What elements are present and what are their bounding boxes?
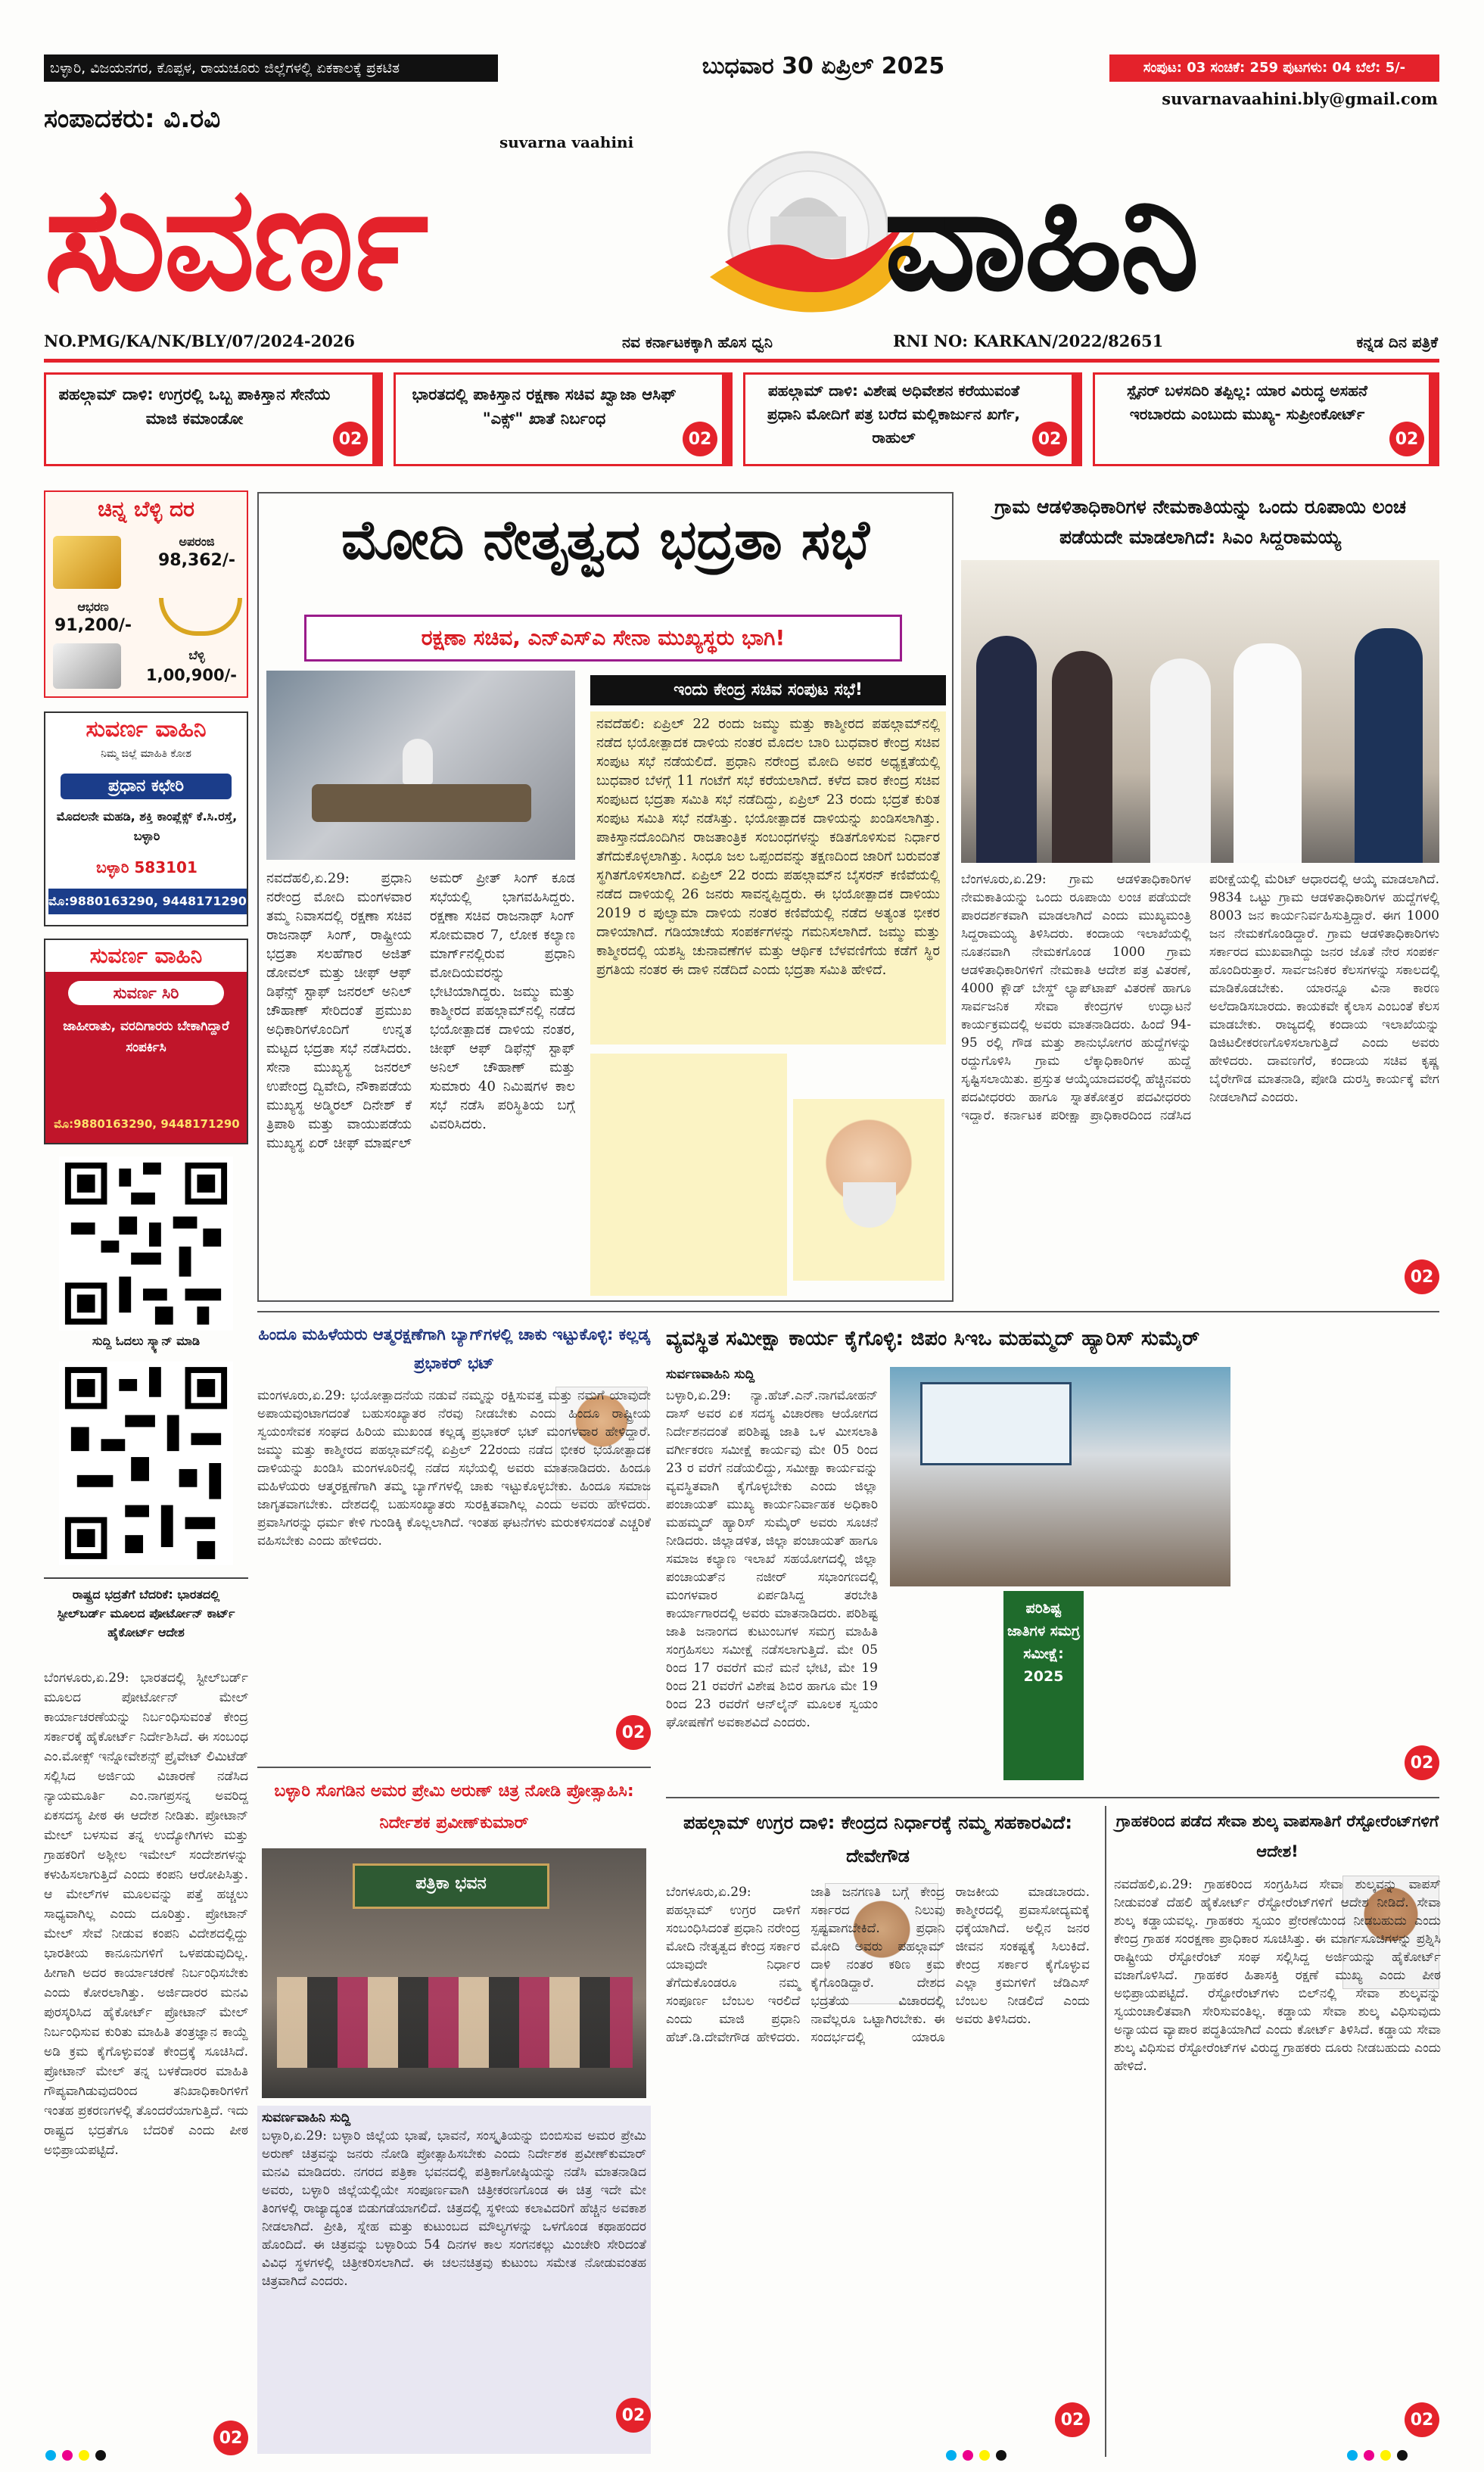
section-rule (257, 1311, 1439, 1312)
modi-beard (843, 1182, 896, 1228)
press-sign: ಪತ್ರಿಕಾ ಭವನ (415, 1874, 487, 1893)
ad1-brand: ಸುವರ್ಣ ವಾಹಿನಿ (86, 716, 207, 743)
districts-banner: ಬಳ್ಳಾರಿ, ವಿಜಯನಗರ, ಕೊಪ್ಪಳ, ರಾಯಚೂರು ಜಿಲ್ಲೆಗಳಲ್ಲಿ ಏಕಕಾಲಕ್ಕೆ ಪ್ರಕಟಿತ (44, 54, 498, 82)
hotel-story (1105, 1806, 1439, 2457)
issue-date: ಬುಧವಾರ 30 ಏಪ್ರಿಲ್ 2025 (702, 53, 945, 79)
lead-kicker: ಇಂದು ಕೇಂದ್ರ ಸಚಿವ ಸಂಪುಟ ಸಭೆ! (590, 675, 946, 705)
cm-body: ಬೆಂಗಳೂರು,ಏ.29: ಗ್ರಾಮ ಆಡಳಿತಾಧಿಕಾರಿಗಳ ನೇಮಕಾತಿಯನ್ನು ಒಂದು ರೂಪಾಯಿ ಲಂಚ ಪಡೆಯದೇ ಪಾರದರ್ಶಕವಾಗಿ ಮಾಡಲಾಗಿದೆ ಎಂದು ಮುಖ್ಯಮಂತ್ರಿ ಸಿದ್ದರಾಮಯ್ಯ ತಿಳಿಸಿದರು. ಕಂದಾಯ ಇಲಾಖೆಯಲ್ಲಿ ನೂತನವಾಗಿ ನೇಮಕಗೊಂಡ 1000 ಗ್ರಾಮ ಆಡಳಿತಾಧಿಕಾರಿಗಳಿಗೆ ನೇಮಕಾತಿ ಆದೇಶ ಪತ್ರ ವಿತರಣೆ, 4000 ಕ್ಲೌಡ್ ಬೇಸ್ಡ್ ಲ್ಯಾಪ್‌ಟಾಪ್ ವಿತರಣೆ ಹಾಗೂ ಸಾರ್ವಜನಿಕ ಸೇವಾ ಕೇಂದ್ರಗಳ ಉದ್ಘಾಟನೆ ಕಾರ್ಯಕ್ರಮದಲ್ಲಿ ಅವರು ಮಾತನಾಡಿದರು. ಹಿಂದೆ 94-95 ರಲ್ಲಿ ಗೌಡ ಮತ್ತು ಶಾನುಭೋಗರ ಹುದ್ದೆಗಳನ್ನು ರದ್ದುಗೊಳಿಸಿ ಗ್ರಾಮ ಲೆಕ್ಕಾಧಿಕಾರಿಗಳ ಹುದ್ದೆ ಸೃಷ್ಟಿಸಲಾಯಿತು. ಪ್ರಸ್ತುತ ಆಯ್ಕೆಯಾದವರಲ್ಲಿ ಹೆಚ್ಚಿನವರು ಪದವೀಧರರು ಹಾಗೂ ಸ್ನಾತಕೋತ್ತರ ಪದವೀಧರರು ಇದ್ದಾರೆ. ಕರ್ನಾಟಕ ಪರೀಕ್ಷಾ ಪ್ರಾಧಿಕಾರದಿಂದ ನಡೆಸಿದ ಪರೀಕ್ಷೆಯಲ್ಲಿ ಮೆರಿಟ್ ಆಧಾರದಲ್ಲಿ ಆಯ್ಕೆ ಮಾಡಲಾಗಿದೆ. 9834 ಒಟ್ಟು ಗ್ರಾಮ ಆಡಳಿತಾಧಿಕಾರಿಗಳ ಹುದ್ದೆಗಳಲ್ಲಿ 8003 ಜನ ಕಾರ್ಯನಿರ್ವಹಿಸುತ್ತಿದ್ದಾರೆ. ಈಗ 1000 ಜನ ನೇಮಕಗೊಂಡಿದ್ದಾರೆ. ಗ್ರಾಮ ಆಡಳಿತಾಧಿಕಾರಿಗಳು ಸರ್ಕಾರದ ಮುಖವಾಗಿದ್ದು ಜನರ ಜೊತೆ ನೇರ ಸಂಪರ್ಕ ಹೊಂದಿರುತ್ತಾರೆ. ಸಾರ್ವಜನಿಕರ ಕೆಲಸಗಳನ್ನು ಸಕಾಲದಲ್ಲಿ ಮಾಡಿಕೊಡಬೇಕು. ಯಾರನ್ನೂ ವಿನಾ ಕಾರಣ ಅಲೆದಾಡಿಸಬಾರದು. ಕಾಯಕವೇ ಕೈಲಾಸ ಎಂಬಂತೆ ಕೆಲಸ ಮಾಡಬೇಕು. ರಾಜ್ಯದಲ್ಲಿ ಕಂದಾಯ ಇಲಾಖೆಯನ್ನು ಡಿಜಿಟಲೀಕರಣಗೊಳಿಸಲಾಗುತ್ತಿದೆ ಎಂದು ಅವರು ಹೇಳಿದರು. ದಾವಣಗೆರೆ, ಕಂದಾಯ ಸಚಿವ ಕೃಷ್ಣ ಬೈರೇಗೌಡ ಮಾತನಾಡಿ, ಪೋಡಿ ದುರಸ್ತಿ ಕಾರ್ಯಕ್ಕೆ ವೇಗ ನೀಡಲಾಗಿದೆ ಎಂದರು. (961, 872, 1439, 1123)
teaser-page-badge: 02 (333, 422, 368, 456)
print-marks-right (1347, 2449, 1453, 2464)
cm-page-badge: 02 (1405, 1259, 1439, 1294)
gold-bar-icon (53, 536, 121, 589)
masthead-right: ವಾಹಿನಿ (884, 156, 1197, 322)
gold-rates-box (44, 490, 248, 698)
deve-headline: ಪಹಲ್ಗಾಮ್ ಉಗ್ರರ ದಾಳಿ: ಕೇಂದ್ರದ ನಿರ್ಧಾರಕ್ಕೆ ನಮ್ಮ ಸಹಕಾರವಿದೆ: ದೇವೇಗೌಡ (683, 1812, 1072, 1866)
ad1-sub: ನಿಮ್ಮ ಜಿಲ್ಲೆ ಮಾಹಿತಿ ಕೋಶ (101, 748, 191, 760)
modi-portrait (793, 1099, 944, 1281)
header-rule (44, 359, 1439, 363)
arun-story (257, 1767, 651, 2455)
survey-box-text: ಪರಿಶಿಷ್ಟ ಜಾತಿಗಳ ಸಮಗ್ರ ಸಮೀಕ್ಷೆ: 2025 (1007, 1600, 1080, 1685)
teaser-page-badge: 02 (1032, 422, 1067, 456)
hotel-headline: ಗ್ರಾಹಕರಿಂದ ಪಡೆದ ಸೇವಾ ಶುಲ್ಕ ವಾಪಸಾತಿಗೆ ರೆಸ್ಟೋರೆಂಟ್‌ಗಳಿಗೆ ಆದೇಶ! (1115, 1812, 1439, 1860)
silver-bar-icon (53, 643, 121, 689)
lead-body-right-cont (590, 1054, 787, 1296)
silver-value: 1,00,900/- (145, 666, 237, 684)
person-1 (976, 636, 1037, 863)
gold24-label: ಅಪರಂಜಿ (179, 534, 215, 549)
reg-number: NO.PMG/KA/NK/BLY/07/2024-2026 (44, 332, 356, 350)
ad1-pin: ಬಳ್ಳಾರಿ 583101 (96, 858, 198, 876)
people-row (277, 1977, 633, 2068)
qr-code-2-icon[interactable] (59, 1361, 233, 1565)
sidebar-story-title: ರಾಷ್ಟ್ರದ ಭದ್ರತೆಗೆ ಬೆದರಿಕೆ: ಭಾರತದಲ್ಲಿ ಸ್ಟೀಲ್‌ಬರ್ಡ್ ಮೂಲದ ಪೋರ್ಟೋನ್ ಕಾರ್ಟ್ ಹೈಕೋರ್ಟ್ ಆದೇಶ (57, 1587, 235, 1639)
teaser-strip (44, 372, 1439, 466)
rates-title: ಚಿನ್ನ ಬೆಳ್ಳಿ ದರ (98, 497, 194, 521)
review-photo (890, 1367, 1230, 1586)
lead-body-left: ನವದೆಹಲಿ,ಏ.29: ಪ್ರಧಾನಿ ನರೇಂದ್ರ ಮೋದಿ ಮಂಗಳವಾರ ತಮ್ಮ ನಿವಾಸದಲ್ಲಿ ರಕ್ಷಣಾ ಸಚಿವ ರಾಜನಾಥ್ ಸಿಂಗ್, ರಾಷ್ಟ್ರೀಯ ಭದ್ರತಾ ಸಲಹೆಗಾರ ಅಜಿತ್ ಡೋವಲ್ ಮತ್ತು ಚೀಫ್ ಆಫ್ ಡಿಫೆನ್ಸ್ ಸ್ಟಾಫ್ ಜನರಲ್ ಅನಿಲ್ ಚೌಹಾಣ್ ಸೇರಿದಂತೆ ಪ್ರಮುಖ ಅಧಿಕಾರಿಗಳೊಂದಿಗೆ ಉನ್ನತ ಮಟ್ಟದ ಭದ್ರತಾ ಸಭೆ ನಡೆಸಿದರು. ಸೇನಾ ಮುಖ್ಯಸ್ಥ ಜನರಲ್ ಉಪೇಂದ್ರ ದ್ವಿವೇದಿ, ನೌಕಾಪಡೆಯ ಮುಖ್ಯಸ್ಥ ಅಡ್ಮಿರಲ್ ದಿನೇಶ್ ಕೆ ತ್ರಿಪಾಠಿ ಮತ್ತು ವಾಯುಪಡೆಯ ಮುಖ್ಯಸ್ಥ ಏರ್ ಚೀಫ್ ಮಾರ್ಷಲ್ ಅಮರ್ ಪ್ರೀತ್ ಸಿಂಗ್ ಕೂಡ ಸಭೆಯಲ್ಲಿ ಭಾಗವಹಿಸಿದ್ದರು. ರಕ್ಷಣಾ ಸಚಿವ ರಾಜನಾಥ್ ಸಿಂಗ್ ಸೋಮವಾರ 7, ಲೋಕ ಕಲ್ಯಾಣ ಮಾರ್ಗ್‌ನಲ್ಲಿರುವ ಪ್ರಧಾನಿ ಮೋದಿಯವರನ್ನು ಭೇಟಿಯಾಗಿದ್ದರು. ಜಮ್ಮು ಮತ್ತು ಕಾಶ್ಮೀರದ ಪಹಲ್ಗಾಮ್‌ನಲ್ಲಿ ನಡೆದ ಭಯೋತ್ಪಾದಕ ದಾಳಿಯ ನಂತರ, ಚೀಫ್ ಆಫ್ ಡಿಫೆನ್ಸ್ ಸ್ಟಾಫ್ ಅನಿಲ್ ಚೌಹಾಣ್ ಮತ್ತು ಸುಮಾರು 40 ನಿಮಿಷಗಳ ಕಾಲ ಸಭೆ ನಡೆಸಿ ಪರಿಸ್ಥಿತಿಯ ಬಗ್ಗೆ ವಿವರಿಸಿದರು. (266, 870, 575, 1151)
hotel-body: ನವದೆಹಲಿ,ಏ.29: ಗ್ರಾಹಕರಿಂದ ಸಂಗ್ರಹಿಸಿದ ಸೇವಾ ಶುಲ್ಕವನ್ನು ವಾಪಸ್ ನೀಡುವಂತೆ ದೆಹಲಿ ಹೈಕೋರ್ಟ್ ರೆಸ್ಟೋರೆಂಟ್‌ಗಳಿಗೆ ಆದೇಶ ನೀಡಿದೆ. ಸೇವಾ ಶುಲ್ಕ ಕಡ್ಡಾಯವಲ್ಲ. ಗ್ರಾಹಕರು ಸ್ವಯಂ ಪ್ರೇರಣೆಯಿಂದ ನೀಡಬಹುದು ಎಂದು ಕೇಂದ್ರ ಗ್ರಾಹಕ ಸಂರಕ್ಷಣಾ ಪ್ರಾಧಿಕಾರ ಸೂಚಿಸಿತ್ತು. ಈ ಮಾರ್ಗಸೂಚಿಗಳನ್ನು ಪ್ರಶ್ನಿಸಿ ರಾಷ್ಟ್ರೀಯ ರೆಸ್ಟೋರೆಂಟ್ ಸಂಘ ಸಲ್ಲಿಸಿದ್ದ ಅರ್ಜಿಯನ್ನು ಹೈಕೋರ್ಟ್ ವಜಾಗೊಳಿಸಿದೆ. ಗ್ರಾಹಕರ ಹಿತಾಸಕ್ತಿ ರಕ್ಷಣೆ ಮುಖ್ಯ ಎಂದು ಪೀಠ ಅಭಿಪ್ರಾಯಪಟ್ಟಿದೆ. ರೆಸ್ಟೋರೆಂಟ್‌ಗಳು ಬಿಲ್‌ನಲ್ಲಿ ಸೇವಾ ಶುಲ್ಕವನ್ನು ಸ್ವಯಂಚಾಲಿತವಾಗಿ ಸೇರಿಸುವಂತಿಲ್ಲ. ಕಡ್ಡಾಯ ಸೇವಾ ಶುಲ್ಕ ವಿಧಿಸುವುದು ಅನ್ಯಾಯದ ವ್ಯಾಪಾರ ಪದ್ಧತಿಯಾಗಿದೆ ಎಂದು ಕೋರ್ಟ್ ತಿಳಿಸಿದೆ. ಕಡ್ಡಾಯ ಸೇವಾ ಶುಲ್ಕ ವಿಧಿಸುವ ರೆಸ್ಟೋರೆಂಟ್‌ಗಳ ವಿರುದ್ಧ ಗ್ರಾಹಕರು ದೂರು ನೀಡಬಹುದು ಎಂದು ಹೇಳಿದೆ. (1114, 1877, 1441, 2074)
header-bar (44, 54, 1439, 82)
arun-byline: ಸುವರ್ಣವಾಹಿನಿ ಸುದ್ದಿ (262, 2110, 351, 2125)
cm-photo (961, 560, 1439, 863)
hindu-body: ಮಂಗಳೂರು,ಏ.29: ಭಯೋತ್ಪಾದನೆಯ ನಡುವೆ ನಮ್ಮನ್ನು ರಕ್ಷಿಸುವತ್ತ ಮತ್ತು ನಮಗೆ ಯಾವುದೇ ಅಪಾಯವುಂಟಾಗದಂತೆ ಬಹುಸಂಖ್ಯಾತರ ನೆರವು ನೀಡಬೇಕು ಎಂದು ಹಿಂದೂ ರಾಷ್ಟ್ರೀಯ ಸ್ವಯಂಸೇವಕ ಸಂಘದ ಹಿರಿಯ ಮುಖಂಡ ಕಲ್ಲಡ್ಕ ಪ್ರಭಾಕರ್ ಭಟ್ ಮಂಗಳವಾರ ಹೇಳಿದ್ದಾರೆ. ಜಮ್ಮು ಮತ್ತು ಕಾಶ್ಮೀರದ ಪಹಲ್ಗಾಮ್‌ನಲ್ಲಿ ಏಪ್ರಿಲ್ 22ರಂದು ನಡೆದ ಭೀಕರ ಭಯೋತ್ಪಾದಕ ದಾಳಿಯನ್ನು ಖಂಡಿಸಿ ಮಂಗಳೂರಿನಲ್ಲಿ ನಡೆದ ಸಭೆಯಲ್ಲಿ ಅವರು ಮಾತನಾಡಿದರು. ಹಿಂದೂ ಮಹಿಳೆಯರು ಆತ್ಮರಕ್ಷಣೆಗಾಗಿ ತಮ್ಮ ಬ್ಯಾಗ್‌ಗಳಲ್ಲಿ ಚಾಕು ಇಟ್ಟುಕೊಳ್ಳಬೇಕು. ಹಿಂದೂ ಸಮಾಜ ಜಾಗೃತವಾಗಬೇಕು. ದೇಶದಲ್ಲಿ ಬಹುಸಂಖ್ಯಾತರು ಸುರಕ್ಷಿತವಾಗಿಲ್ಲ ಎಂದು ಅವರು ಹೇಳಿದರು. ಪ್ರವಾಸಿಗರನ್ನು ಧರ್ಮ ಕೇಳಿ ಗುಂಡಿಕ್ಕಿ ಕೊಲ್ಲಲಾಗಿದೆ. ಇಂತಹ ಘಟನೆಗಳು ಮರುಕಳಿಸದಂತೆ ಎಚ್ಚರಿಕೆ ವಹಿಸಬೇಕು ಎಂದು ಹೇಳಿದರು. (257, 1388, 651, 1549)
gold22-value: 91,200/- (54, 616, 132, 635)
review-body-4 (1243, 1367, 1439, 1780)
review-story (666, 1320, 1439, 1789)
teaser-1[interactable] (44, 372, 383, 466)
deve-body: ಬೆಂಗಳೂರು,ಏ.29: ಪಹಲ್ಗಾಮ್ ಉಗ್ರರ ದಾಳಿಗೆ ಸಂಬಂಧಿಸಿದಂತೆ ಪ್ರಧಾನಿ ನರೇಂದ್ರ ಮೋದಿ ನೇತೃತ್ವದ ಕೇಂದ್ರ ಸರ್ಕಾರ ಯಾವುದೇ ನಿರ್ಧಾರ ತೆಗೆದುಕೊಂಡರೂ ನಮ್ಮ ಸಂಪೂರ್ಣ ಬೆಂಬಲ ಇರಲಿದೆ ಎಂದು ಮಾಜಿ ಪ್ರಧಾನಿ ಹೆಚ್.ಡಿ.ದೇವೇಗೌಡ ಹೇಳಿದರು. ಜಾತಿ ಜನಗಣತಿ ಬಗ್ಗೆ ಕೇಂದ್ರ ಸರ್ಕಾರದ ನಿಲುವು ಸ್ಪಷ್ಟವಾಗಬೇಕಿದೆ. ಪ್ರಧಾನಿ ಮೋದಿ ಅವರು ಪಹಲ್ಗಾಮ್ ದಾಳಿ ನಂತರ ಕಠಿಣ ಕ್ರಮ ಕೈಗೊಂಡಿದ್ದಾರೆ. ದೇಶದ ಭದ್ರತೆಯ ವಿಚಾರದಲ್ಲಿ ನಾವೆಲ್ಲರೂ ಒಟ್ಟಾಗಿರಬೇಕು. ಈ ಸಂದರ್ಭದಲ್ಲಿ ಯಾರೂ ರಾಜಕೀಯ ಮಾಡಬಾರದು. ಕಾಶ್ಮೀರದಲ್ಲಿ ಪ್ರವಾಸೋದ್ಯಮಕ್ಕೆ ಧಕ್ಕೆಯಾಗಿದೆ. ಅಲ್ಲಿನ ಜನರ ಜೀವನ ಸಂಕಷ್ಟಕ್ಕೆ ಸಿಲುಕಿದೆ. ಕೇಂದ್ರ ಸರ್ಕಾರ ಕೈಗೊಳ್ಳುವ ಎಲ್ಲಾ ಕ್ರಮಗಳಿಗೆ ಜೆಡಿಎಸ್ ಬೆಂಬಲ ನೀಡಲಿದೆ ಎಂದು ಅವರು ತಿಳಿಸಿದರು. (666, 1885, 1090, 2045)
review-body-3 (1091, 1594, 1230, 1780)
arun-headline: ಬಳ್ಳಾರಿ ಸೊಗಡಿನ ಅಮರ ಪ್ರೇಮಿ ಅರುಣ್ ಚಿತ್ರ ನೋಡಿ ಪ್ರೋತ್ಸಾಹಿಸಿ: ನಿರ್ದೇಶಕ ಪ್ರವೀಣ್‌ಕುಮಾರ್ (274, 1782, 634, 1832)
survey-box (1003, 1591, 1084, 1780)
sidebar-rule (44, 1577, 248, 1579)
hindu-page-badge: 02 (616, 1715, 651, 1750)
arun-body: ಬಳ್ಳಾರಿ,ಏ.29: ಬಳ್ಳಾರಿ ಜಿಲ್ಲೆಯ ಭಾಷೆ, ಭಾವನೆ, ಸಂಸ್ಕೃತಿಯನ್ನು ಬಿಂಬಿಸುವ ಅಮರ ಪ್ರೇಮಿ ಅರುಣ್ ಚಿತ್ರವನ್ನು ಜನರು ನೋಡಿ ಪ್ರೋತ್ಸಾಹಿಸಬೇಕು ಎಂದು ನಿರ್ದೇಶಕ ಪ್ರವೀಣ್‌ಕುಮಾರ್ ಮನವಿ ಮಾಡಿದರು. ನಗರದ ಪತ್ರಿಕಾ ಭವನದಲ್ಲಿ ಪತ್ರಿಕಾಗೋಷ್ಠಿಯನ್ನು ನಡೆಸಿ ಮಾತನಾಡಿದ ಅವರು, ಬಳ್ಳಾರಿ ಜಿಲ್ಲೆಯಲ್ಲಿಯೇ ಸಂಪೂರ್ಣವಾಗಿ ಚಿತ್ರೀಕರಣಗೊಂಡ ಈ ಚಿತ್ರ ಇದೇ ಮೇ ತಿಂಗಳಲ್ಲಿ ರಾಜ್ಯಾದ್ಯಂತ ಬಿಡುಗಡೆಯಾಗಲಿದೆ. ಚಿತ್ರದಲ್ಲಿ ಸ್ಥಳೀಯ ಕಲಾವಿದರಿಗೆ ಹೆಚ್ಚಿನ ಅವಕಾಶ ನೀಡಲಾಗಿದೆ. ಪ್ರೀತಿ, ಸ್ನೇಹ ಮತ್ತು ಕುಟುಂಬದ ಮೌಲ್ಯಗಳನ್ನು ಒಳಗೊಂಡ ಕಥಾಹಂದರ ಹೊಂದಿದೆ. ಈ ಚಿತ್ರವನ್ನು ಬಳ್ಳಾರಿಯ 54 ದಿನಗಳ ಕಾಲ ಸಂಗನಕಲ್ಲು ಮಿಂಚೇರಿ ಸೇರಿದಂತೆ ವಿವಿಧ ಸ್ಥಳಗಳಲ್ಲಿ ಚಿತ್ರೀಕರಿಸಲಾಗಿದೆ. ಈ ಚಲನಚಿತ್ರವು ಕುಟುಂಬ ಸಮೇತ ನೋಡುವಂತಹ ಚಿತ್ರವಾಗಿದೆ ಎಂದರು. (262, 2128, 646, 2289)
review-body: ಬಳ್ಳಾರಿ,ಏ.29: ನ್ಯಾ.ಹೆಚ್.ಎನ್.ನಾಗಮೋಹನ್ ದಾಸ್ ಅವರ ಏಕ ಸದಸ್ಯ ವಿಚಾರಣಾ ಆಯೋಗದ ನಿರ್ದೇಶನದಂತೆ ಪರಿಶಿಷ್ಟ ಜಾತಿ ಒಳ ಮೀಸಲಾತಿ ವರ್ಗೀಕರಣ ಸಮೀಕ್ಷೆ ಕಾರ್ಯವು ಮೇ 05 ರಿಂದ 23 ರ ವರೆಗೆ ನಡೆಯಲಿದ್ದು, ಸಮೀಕ್ಷಾ ಕಾರ್ಯವನ್ನು ವ್ಯವಸ್ಥಿತವಾಗಿ ಕೈಗೊಳ್ಳಬೇಕು ಎಂದು ಜಿಲ್ಲಾ ಪಂಚಾಯತ್ ಮುಖ್ಯ ಕಾರ್ಯನಿರ್ವಾಹಕ ಅಧಿಕಾರಿ ಮಹಮ್ಮದ್ ಹ್ಯಾರಿಸ್ ಸುಮೈರ್ ಅವರು ಸೂಚನೆ ನೀಡಿದರು. ಜಿಲ್ಲಾಡಳಿತ, ಜಿಲ್ಲಾ ಪಂಚಾಯತ್ ಹಾಗೂ ಸಮಾಜ ಕಲ್ಯಾಣ ಇಲಾಖೆ ಸಹಯೋಗದಲ್ಲಿ ಜಿಲ್ಲಾ ಪಂಚಾಯತ್‌ನ ನಜೀರ್ ಸಭಾಂಗಣದಲ್ಲಿ ಮಂಗಳವಾರ ಏರ್ಪಡಿಸಿದ್ದ ತರಬೇತಿ ಕಾರ್ಯಾಗಾರದಲ್ಲಿ ಅವರು ಮಾತನಾಡಿದರು. ಪರಿಶಿಷ್ಟ ಜಾತಿ ಜನಾಂಗದ ಕುಟುಂಬಗಳ ಸಮಗ್ರ ಮಾಹಿತಿ ಸಂಗ್ರಹಿಸಲು ಸಮೀಕ್ಷೆ ನಡೆಸಲಾಗುತ್ತಿದೆ. ಮೇ 05 ರಿಂದ 17 ರವರೆಗೆ ಮನೆ ಮನೆ ಭೇಟಿ, ಮೇ 19 ರಿಂದ 21 ರವರೆಗೆ ವಿಶೇಷ ಶಿಬಿರ ಹಾಗೂ ಮೇ 19 ರಿಂದ 23 ರವರೆಗೆ ಆನ್‌ಲೈನ್ ಮೂಲಕ ಸ್ವಯಂ ಘೋಷಣೆಗೆ ಅವಕಾಶವಿದೆ ಎಂದರು. (666, 1388, 878, 1730)
arun-photo (262, 1848, 646, 2098)
brand-small: suvarna vaahini (499, 133, 634, 151)
lead-subhead: ರಕ್ಷಣಾ ಸಚಿವ, ಎನ್‌ಎಸ್‌ಎ ಸೇನಾ ಮುಖ್ಯಸ್ಥರು ಭಾಗಿ! (304, 615, 902, 662)
office-ad (44, 711, 248, 926)
contact-email[interactable]: suvarnavaahini.bly@gmail.com (1162, 89, 1438, 108)
teaser-text: ಪಹಲ್ಗಾಮ್ ದಾಳಿ: ವಿಶೇಷ ಅಧಿವೇಶನ ಕರೆಯುವಂತೆ ಪ್ರಧಾನಿ ಮೋದಿಗೆ ಪತ್ರ ಬರೆದ ಮಲ್ಲಿಕಾರ್ಜುನ ಖರ್ಗೆ, ರಾಹುಲ್ (767, 381, 1021, 447)
masthead (44, 148, 1439, 330)
qr-caption: ಸುದ್ದಿ ಓದಲು ಸ್ಕ್ಯಾನ್ ಮಾಡಿ (92, 1334, 201, 1348)
lead-photo (266, 671, 575, 860)
teaser-text: ಪಹಲ್ಗಾಮ್ ದಾಳಿ: ಉಗ್ರರಲ್ಲಿ ಒಬ್ಬ ಪಾಕಿಸ್ತಾನ ಸೇನೆಯ ಮಾಜಿ ಕಮಾಂಡೋ (58, 385, 331, 428)
review-body-2 (890, 1594, 996, 1780)
person-2 (1052, 651, 1112, 863)
qr-code-icon[interactable] (59, 1157, 233, 1331)
ad1-address: ಮೊದಲನೇ ಮಹಡಿ, ಶಕ್ತಿ ಕಾಂಪ್ಲೆಕ್ಸ್ ಕೆ.ಸಿ.ರಸ್ತೆ, ಬಳ್ಳಾರಿ (56, 809, 238, 843)
review-headline: ವ್ಯವಸ್ಥಿತ ಸಮೀಕ್ಷಾ ಕಾರ್ಯ ಕೈಗೊಳ್ಳಿ: ಜಿಪಂ ಸಿಇಒ ಮಹಮ್ಮದ್ ಹ್ಯಾರಿಸ್ ಸುಮೈರ್ (666, 1327, 1200, 1350)
ad2-text: ಜಾಹೀರಾತು, ವರದಿಗಾರರು ಬೇಕಾಗಿದ್ದಾರೆ ಸಂಪರ್ಕಿಸಿ (63, 1019, 229, 1055)
person-3 (1150, 658, 1211, 863)
teaser-text: ಸ್ಪೈನರ್ ಬಳಸದಿರಿ ತಪ್ಪಿಲ್ಲ: ಯಾರ ವಿರುದ್ಧ ಅಸಹನೆ ಇರಬಾರದು ಎಂಬುದು ಮುಖ್ಯ- ಸುಪ್ರೀಂಕೋರ್ಟ್ (1127, 381, 1367, 423)
cm-headline: ಗ್ರಾಮ ಆಡಳಿತಾಧಿಕಾರಿಗಳ ನೇಮಕಾತಿಯನ್ನು ಒಂದು ರೂಪಾಯಿ ಲಂಚ ಪಡೆಯದೇ ಮಾಡಲಾಗಿದೆ: ಸಿಎಂ ಸಿದ್ದರಾಮಯ್ಯ (994, 496, 1406, 548)
review-byline: ಸುರ್ವಣವಾಹಿನಿ ಸುದ್ದಿ (666, 1367, 755, 1382)
sidebar-page-badge: 02 (213, 2421, 248, 2455)
issue-info: ಸಂಪುಟ: 03 ಸಂಚಿಕೆ: 259 ಪುಟಗಳು: 04 ಬೆಲೆ: 5/- (1109, 54, 1439, 82)
teaser-4[interactable] (1093, 372, 1439, 466)
sidebar-story-body: ಬೆಂಗಳೂರು,ಏ.29: ಭಾರತದಲ್ಲಿ ಸ್ಟೀಲ್‌ಬರ್ಡ್ ಮೂಲದ ಪೋರ್ಟೋನ್ ಮೇಲ್ ಕಾರ್ಯಾಚರಣೆಯನ್ನು ನಿರ್ಬಂಧಿಸುವಂತೆ ಕೇಂದ್ರ ಸರ್ಕಾರಕ್ಕೆ ಹೈಕೋರ್ಟ್ ನಿರ್ದೇಶಿಸಿದೆ. ಈ ಸಂಬಂಧ ಎಂ.ಮೋಕ್ಸ್ ಇನ್ನೋವೇಶನ್ಸ್ ಪ್ರೈವೇಟ್ ಲಿಮಿಟೆಡ್ ಸಲ್ಲಿಸಿದ ಅರ್ಜಿಯ ವಿಚಾರಣೆ ನಡೆಸಿದ ನ್ಯಾಯಮೂರ್ತಿ ಎಂ.ನಾಗಪ್ರಸನ್ನ ಅವರಿದ್ದ ಏಕಸದಸ್ಯ ಪೀಠ ಈ ಆದೇಶ ನೀಡಿತು. ಪ್ರೋಟಾನ್ ಮೇಲ್ ಬಳಸುವ ತನ್ನ ಉದ್ಯೋಗಿಗಳು ಮತ್ತು ಗ್ರಾಹಕರಿಗೆ ಅಶ್ಲೀಲ ಇಮೇಲ್ ಸಂದೇಶಗಳನ್ನು ಕಳುಹಿಸಲಾಗುತ್ತಿದೆ ಎಂದು ಕಂಪನಿ ಆರೋಪಿಸಿತ್ತು. ಆ ಮೇಲ್‌ಗಳ ಮೂಲವನ್ನು ಪತ್ತೆ ಹಚ್ಚಲು ಸಾಧ್ಯವಾಗಿಲ್ಲ ಎಂದು ದೂರಿತ್ತು. ಪ್ರೋಟಾನ್ ಮೇಲ್ ಸೇವೆ ನೀಡುವ ಕಂಪನಿ ವಿದೇಶದಲ್ಲಿದ್ದು ಭಾರತೀಯ ಕಾನೂನುಗಳಿಗೆ ಒಳಪಡುವುದಿಲ್ಲ. ಹೀಗಾಗಿ ಅದರ ಕಾರ್ಯಾಚರಣೆ ನಿರ್ಬಂಧಿಸಬೇಕು ಎಂದು ಕೋರಲಾಗಿತ್ತು. ಅರ್ಜಿದಾರರ ಮನವಿ ಪುರಸ್ಕರಿಸಿದ ಹೈಕೋರ್ಟ್ ಪ್ರೋಟಾನ್ ಮೇಲ್ ನಿರ್ಬಂಧಿಸುವ ಕುರಿತು ಮಾಹಿತಿ ತಂತ್ರಜ್ಞಾನ ಕಾಯ್ದೆ ಅಡಿ ಕ್ರಮ ಕೈಗೊಳ್ಳುವಂತೆ ಕೇಂದ್ರಕ್ಕೆ ಸೂಚಿಸಿದೆ. ಪ್ರೋಟಾನ್ ಮೇಲ್ ತನ್ನ ಬಳಕೆದಾರರ ಮಾಹಿತಿ ಗೌಪ್ಯವಾಗಿಡುವುದರಿಂದ ತನಿಖಾಧಿಕಾರಿಗಳಿಗೆ ಇಂತಹ ಪ್ರಕರಣಗಳಲ್ಲಿ ತೊಂದರೆಯಾಗುತ್ತಿದೆ. ಇದು ರಾಷ್ಟ್ರದ ಭದ್ರತೆಗೂ ಬೆದರಿಕೆ ಎಂದು ಪೀಠ ಅಭಿಪ್ರಾಯಪಟ್ಟಿದೆ. (44, 1670, 248, 2158)
ad2-brand: ಸುವರ್ಣ ವಾಹಿನಿ (45, 940, 247, 972)
person-figure (403, 739, 433, 784)
lead-story (257, 492, 954, 1302)
review-page-badge: 02 (1405, 1745, 1439, 1780)
hotel-page-badge: 02 (1405, 2402, 1439, 2437)
hindu-headline: ಹಿಂದೂ ಮಹಿಳೆಯರು ಆತ್ಮರಕ್ಷಣೆಗಾಗಿ ಬ್ಯಾಗ್‌ಗಳಲ್ಲಿ ಚಾಕು ಇಟ್ಟುಕೊಳ್ಳಿ: ಕಲ್ಲಡ್ಕ ಪ್ರಭಾಕರ್ ಭಟ್ (258, 1325, 650, 1372)
ad1-phone[interactable]: ಮೊ:9880163290, 9448171290 (48, 889, 247, 914)
arun-text-block (257, 2106, 651, 2454)
masthead-left: ಸುವರ್ಣ (44, 156, 426, 322)
necklace-icon (159, 598, 242, 636)
recruit-ad (44, 939, 248, 1144)
lead-headline: ಮೋದಿ ನೇತೃತ್ವದ ಭದ್ರತಾ ಸಭೆ (341, 508, 870, 571)
paper-type: ಕನ್ನಡ ದಿನ ಪತ್ರಿಕೆ (1356, 333, 1438, 351)
screen (920, 1382, 1072, 1465)
teaser-3[interactable] (743, 372, 1082, 466)
print-marks-left (45, 2449, 197, 2464)
teaser-text: ಭಾರತದಲ್ಲಿ ಪಾಕಿಸ್ತಾನ ರಕ್ಷಣಾ ಸಚಿವ ಖ್ವಾಜಾ ಆಸಿಫ್ "ಎಕ್ಸ್" ಖಾತೆ ನಿರ್ಬಂಧ (412, 385, 677, 428)
gold24-value: 98,362/- (157, 551, 236, 570)
ad2-head: ಸುವರ್ಣ ಸಿರಿ (68, 981, 224, 1005)
tagline: ನವ ಕರ್ನಾಟಕಕ್ಕಾಗಿ ಹೊಸ ಧ್ವನಿ (622, 333, 773, 351)
deve-story (666, 1806, 1090, 2457)
arun-page-badge: 02 (616, 2398, 651, 2433)
ad1-head: ಪ್ರಧಾನ ಕಛೇರಿ (61, 774, 232, 799)
teaser-page-badge: 02 (683, 422, 717, 456)
lead-body-right: ನವದೆಹಲಿ: ಏಪ್ರಿಲ್ 22 ರಂದು ಜಮ್ಮು ಮತ್ತು ಕಾಶ್ಮೀರದ ಪಹಲ್ಗಾಮ್‌ನಲ್ಲಿ ನಡೆದ ಭಯೋತ್ಪಾದಕ ದಾಳಿಯ ನಂತರ ಮೊದಲ ಬಾರಿ ಬುಧವಾರ ಕೇಂದ್ರ ಸಚಿವ ಸಂಪುಟ ಸಭೆ ನಡೆಯಲಿದೆ. ಪ್ರಧಾನಿ ನರೇಂದ್ರ ಮೋದಿ ಅವರ ಅಧ್ಯಕ್ಷತೆಯಲ್ಲಿ ಬುಧವಾರ ಬೆಳಗ್ಗೆ 11 ಗಂಟೆಗೆ ಸಭೆ ಕರೆಯಲಾಗಿದೆ. ಕಳೆದ ವಾರ ಕೇಂದ್ರ ಸಚಿವ ಸಂಪುಟದ ಭದ್ರತಾ ಸಮಿತಿ ಸಭೆ ನಡೆದಿದ್ದು, ಏಪ್ರಿಲ್ 23 ರಂದು ಭದ್ರತೆ ಕುರಿತ ಸಂಪುಟ ಸಮಿತಿ ಸಭೆ ನಡೆಸಿತ್ತು. ಭಯೋತ್ಪಾದಕ ದಾಳಿಯನ್ನು ಖಂಡಿಸಲಾಗಿತ್ತು. ಪಾಕಿಸ್ತಾನದೊಂದಿಗಿನ ರಾಜತಾಂತ್ರಿಕ ಸಂಬಂಧಗಳನ್ನು ಕಡಿತಗೊಳಿಸುವ ನಿರ್ಧಾರ ತೆಗೆದುಕೊಳ್ಳಲಾಗಿತ್ತು. ಸಿಂಧೂ ಜಲ ಒಪ್ಪಂದವನ್ನು ತಕ್ಷಣದಿಂದ ಜಾರಿಗೆ ಬರುವಂತೆ ಸ್ಥಗಿತಗೊಳಿಸಲಾಗಿದೆ. ಏಪ್ರಿಲ್ 22 ರಂದು ಪಹಲ್ಗಾಮ್‌ನ ಬೈಸರನ್ ಕಣಿವೆಯಲ್ಲಿ ನಡೆದ ದಾಳಿಯಲ್ಲಿ 26 ಜನರು ಸಾವನ್ನಪ್ಪಿದ್ದರು. ಈ ಭಯೋತ್ಪಾದಕ ದಾಳಿಯು 2019 ರ ಪುಲ್ವಾಮಾ ದಾಳಿಯ ನಂತರ ಕಣಿವೆಯಲ್ಲಿ ನಡೆದ ಅತ್ಯಂತ ಭೀಕರ ದಾಳಿಯಾಗಿದೆ. ಗಡಿಯಾಚೆಯ ಸಂಪರ್ಕಗಳನ್ನು ಗಮನಿಸಲಾಗಿದೆ. ಜಮ್ಮು ಮತ್ತು ಕಾಶ್ಮೀರದಲ್ಲಿ ಯಶಸ್ವಿ ಚುನಾವಣೆಗಳ ಮತ್ತು ಆರ್ಥಿಕ ಬೆಳವಣಿಗೆಯ ಕಡೆಗೆ ಸ್ಥಿರ ಪ್ರಗತಿಯ ನಂತರ ಈ ದಾಳಿ ನಡೆದಿದೆ ಎಂದು ಭದ್ರತಾ ಸಮಿತಿ ಹೇಳಿದೆ. (590, 711, 946, 1045)
silver-label: ಬೆಳ್ಳಿ (188, 648, 205, 662)
rni-number: RNI NO: KARKAN/2022/82651 (893, 332, 1164, 350)
print-marks-center (946, 2449, 1097, 2464)
teaser-2[interactable] (394, 372, 733, 466)
person-5 (1355, 628, 1423, 863)
hindu-story (257, 1320, 651, 1759)
sidebar (44, 490, 248, 2458)
cm-story (961, 492, 1439, 1302)
person-4 (1234, 643, 1302, 863)
editor-line: ಸಂಪಾದಕರು: ವಿ.ರವಿ (44, 104, 221, 134)
teaser-page-badge: 02 (1389, 422, 1424, 456)
ad2-phone[interactable]: ಮೊ:9880163290, 9448171290 (54, 1117, 240, 1131)
gold22-label: ಆಭರಣ (77, 599, 109, 614)
section-rule-2 (666, 1797, 1439, 1798)
deve-page-badge: 02 (1055, 2402, 1090, 2437)
meeting-table (312, 784, 531, 822)
